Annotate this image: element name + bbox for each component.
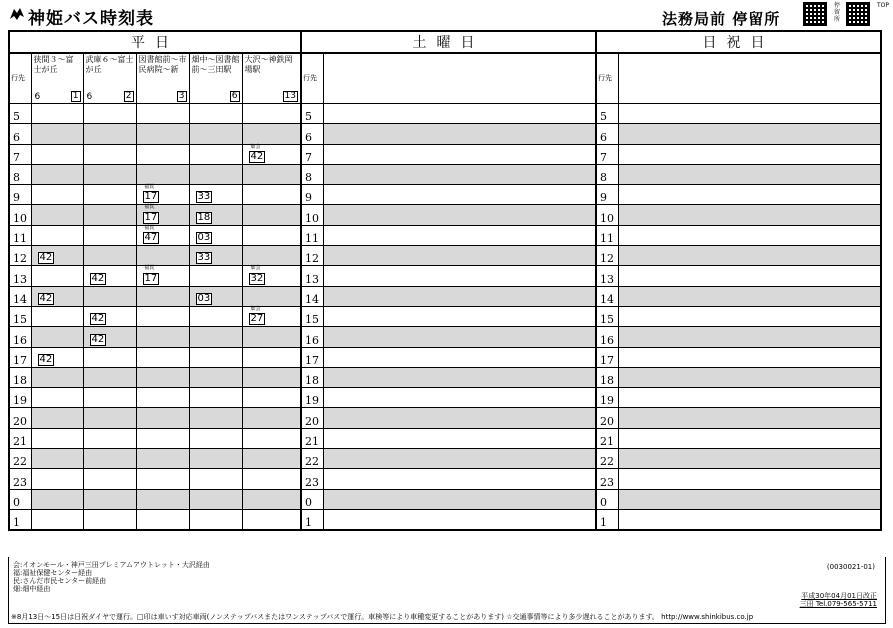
time-cell — [189, 327, 242, 347]
time-cell-saturday — [323, 306, 596, 326]
hour-label-holiday: 1 — [596, 509, 618, 530]
time-cell — [83, 266, 136, 286]
time-cell-holiday — [618, 246, 881, 266]
time-cell — [242, 225, 301, 245]
hour-label-weekday: 5 — [9, 104, 31, 124]
time-cell — [189, 347, 242, 367]
time-cell — [242, 104, 301, 124]
time-cell-saturday — [323, 509, 596, 530]
time-cell — [83, 306, 136, 326]
time-cell-saturday — [323, 388, 596, 408]
hour-label-saturday: 8 — [301, 164, 323, 184]
time-cell-holiday — [618, 367, 881, 387]
time-cell-saturday — [323, 489, 596, 509]
departure-minute: 42 — [91, 313, 105, 325]
destination-holiday — [618, 53, 881, 104]
hour-label-weekday: 11 — [9, 225, 31, 245]
time-cell — [83, 225, 136, 245]
time-cell — [242, 509, 301, 530]
time-cell — [189, 286, 242, 306]
hour-label-holiday: 11 — [596, 225, 618, 245]
departure-minute: 17 — [144, 191, 158, 203]
hour-label-saturday: 11 — [301, 225, 323, 245]
hour-label-weekday: 12 — [9, 246, 31, 266]
route-mark: 福民 — [144, 265, 155, 272]
time-cell — [189, 266, 242, 286]
departure-minute: 33 — [197, 191, 211, 203]
time-cell — [189, 225, 242, 245]
hour-label-holiday: 21 — [596, 428, 618, 448]
hour-row — [9, 266, 881, 286]
time-cell-holiday — [618, 185, 881, 205]
time-cell — [31, 449, 83, 469]
hour-label-saturday: 23 — [301, 469, 323, 489]
destination-5: 大沢～神鉄岡場駅 13 — [242, 53, 301, 104]
departure-minute: 42 — [91, 333, 105, 345]
time-cell — [189, 185, 242, 205]
hour-label-holiday: 20 — [596, 408, 618, 428]
time-cell — [31, 225, 83, 245]
route-mark: 福民 — [144, 224, 155, 231]
time-cell — [83, 408, 136, 428]
time-cell-saturday — [323, 124, 596, 144]
note-min: 民:さんだ市民センター前経由 — [13, 577, 107, 585]
time-cell-holiday — [618, 144, 881, 164]
time-cell — [242, 246, 301, 266]
hour-label-holiday: 13 — [596, 266, 618, 286]
time-cell — [189, 388, 242, 408]
hour-label-weekday: 8 — [9, 164, 31, 184]
time-cell — [83, 449, 136, 469]
time-cell — [136, 306, 189, 326]
hour-row — [9, 104, 881, 124]
stop-name: 法務局前 停留所 — [662, 10, 781, 28]
footnotes — [13, 561, 210, 593]
hour-row — [9, 327, 881, 347]
time-cell-holiday — [618, 266, 881, 286]
hour-label-saturday: 7 — [301, 144, 323, 164]
time-cell — [242, 367, 301, 387]
hour-label-holiday: 18 — [596, 367, 618, 387]
time-cell — [83, 469, 136, 489]
time-cell — [31, 489, 83, 509]
time-cell — [83, 509, 136, 530]
time-cell — [31, 185, 83, 205]
time-cell — [242, 124, 301, 144]
departure-minute: 17 — [144, 211, 158, 223]
qr-label-stop: 停留所 — [834, 2, 841, 23]
header — [0, 0, 893, 30]
qr-code-stop-icon[interactable] — [803, 2, 827, 26]
hour-label-saturday: 16 — [301, 327, 323, 347]
time-cell — [136, 327, 189, 347]
time-cell-holiday — [618, 306, 881, 326]
route-mark: 福民 — [144, 204, 155, 211]
hour-label-holiday: 17 — [596, 347, 618, 367]
hour-label-weekday: 7 — [9, 144, 31, 164]
hour-label-saturday: 10 — [301, 205, 323, 225]
time-cell — [242, 185, 301, 205]
hour-label-weekday: 16 — [9, 327, 31, 347]
time-cell — [31, 124, 83, 144]
time-cell-holiday — [618, 509, 881, 530]
time-cell-holiday — [618, 205, 881, 225]
time-cell-holiday — [618, 469, 881, 489]
departure-minute: 42 — [250, 150, 264, 162]
time-cell — [242, 428, 301, 448]
time-cell — [83, 428, 136, 448]
time-cell — [136, 449, 189, 469]
time-cell — [31, 306, 83, 326]
time-cell — [189, 164, 242, 184]
time-cell — [31, 388, 83, 408]
hour-row — [9, 185, 881, 205]
time-cell — [31, 266, 83, 286]
time-cell — [242, 164, 301, 184]
hour-row — [9, 509, 881, 530]
departure-minute: 42 — [39, 292, 53, 304]
time-cell — [136, 469, 189, 489]
time-cell — [136, 286, 189, 306]
hour-label-saturday: 17 — [301, 347, 323, 367]
time-cell-holiday — [618, 489, 881, 509]
time-cell-saturday — [323, 205, 596, 225]
hour-label-holiday: 16 — [596, 327, 618, 347]
section-weekday: 平日 — [9, 31, 301, 53]
hour-row — [9, 347, 881, 367]
hour-label-weekday: 17 — [9, 347, 31, 367]
hour-label-saturday: 15 — [301, 306, 323, 326]
hour-label-holiday: 12 — [596, 246, 618, 266]
time-cell — [136, 104, 189, 124]
time-cell — [31, 408, 83, 428]
time-cell — [83, 388, 136, 408]
hour-row — [9, 306, 881, 326]
hour-label-weekday: 13 — [9, 266, 31, 286]
hour-label-weekday: 6 — [9, 124, 31, 144]
route-mark: 福民 — [144, 184, 155, 191]
time-cell-holiday — [618, 408, 881, 428]
hour-label-holiday: 5 — [596, 104, 618, 124]
phone-number: 三田 Tel.079-565-5711 — [799, 600, 877, 608]
hour-row — [9, 449, 881, 469]
departure-minute: 42 — [39, 252, 53, 264]
hour-label-holiday: 9 — [596, 185, 618, 205]
time-cell — [242, 144, 301, 164]
time-cell-saturday — [323, 144, 596, 164]
revision-info — [800, 592, 877, 608]
time-cell — [189, 246, 242, 266]
hour-label-saturday: 9 — [301, 185, 323, 205]
hour-label-holiday: 8 — [596, 164, 618, 184]
footer — [8, 557, 886, 624]
time-cell — [242, 347, 301, 367]
time-cell — [136, 164, 189, 184]
time-cell-saturday — [323, 367, 596, 387]
time-cell — [189, 428, 242, 448]
time-cell-holiday — [618, 327, 881, 347]
time-cell — [136, 246, 189, 266]
time-cell — [242, 327, 301, 347]
hour-row — [9, 144, 881, 164]
dest-label-weekday: 行先 — [9, 53, 31, 104]
time-cell — [136, 509, 189, 530]
hour-label-holiday: 0 — [596, 489, 618, 509]
page-title: 神姫バス時刻表 — [28, 9, 154, 29]
time-cell-saturday — [323, 347, 596, 367]
time-cell-saturday — [323, 225, 596, 245]
destination-3: 図書館前～市民病院～新 3 — [136, 53, 189, 104]
hour-row — [9, 205, 881, 225]
time-cell — [31, 104, 83, 124]
time-cell — [189, 509, 242, 530]
hour-label-weekday: 20 — [9, 408, 31, 428]
hour-label-weekday: 14 — [9, 286, 31, 306]
time-cell — [83, 185, 136, 205]
route-mark: 畑会 — [250, 305, 261, 312]
time-cell — [136, 408, 189, 428]
time-cell — [242, 469, 301, 489]
note-fuku: 福:福祉保健センター経由 — [13, 569, 93, 577]
destination-2: 武庫６～富士が丘 6 2 — [83, 53, 136, 104]
time-cell-holiday — [618, 104, 881, 124]
hour-label-holiday: 19 — [596, 388, 618, 408]
qr-code-top-icon[interactable] — [846, 2, 870, 26]
note-hata: 畑:畑中経由 — [13, 585, 51, 593]
hour-label-saturday: 18 — [301, 367, 323, 387]
time-cell — [83, 327, 136, 347]
time-cell — [83, 286, 136, 306]
time-cell — [136, 347, 189, 367]
departure-minute: 33 — [197, 252, 211, 264]
time-cell-saturday — [323, 246, 596, 266]
departure-minute: 27 — [250, 313, 264, 325]
time-cell — [242, 205, 301, 225]
time-cell — [31, 286, 83, 306]
time-cell — [242, 489, 301, 509]
hour-label-saturday: 12 — [301, 246, 323, 266]
time-cell-saturday — [323, 408, 596, 428]
note-kai: 会:イオンモール・神戸三田プレミアムアウトレット・大沢経由 — [13, 561, 210, 569]
departure-minute: 03 — [197, 232, 211, 244]
hour-label-holiday: 23 — [596, 469, 618, 489]
time-cell — [242, 388, 301, 408]
time-cell — [31, 144, 83, 164]
document-code: (0030021-01) — [826, 563, 875, 571]
time-cell — [136, 367, 189, 387]
time-cell — [189, 205, 242, 225]
hour-label-holiday: 6 — [596, 124, 618, 144]
hour-label-weekday: 15 — [9, 306, 31, 326]
departure-minute: 03 — [197, 292, 211, 304]
time-cell-holiday — [618, 388, 881, 408]
time-cell — [189, 489, 242, 509]
hour-label-holiday: 15 — [596, 306, 618, 326]
timetable — [8, 30, 882, 531]
hour-label-holiday: 10 — [596, 205, 618, 225]
departure-minute: 42 — [39, 353, 53, 365]
dest-label-saturday: 行先 — [301, 53, 323, 104]
hour-row — [9, 428, 881, 448]
time-cell-holiday — [618, 225, 881, 245]
time-cell — [189, 144, 242, 164]
time-cell — [31, 428, 83, 448]
time-cell — [31, 367, 83, 387]
hour-label-weekday: 21 — [9, 428, 31, 448]
time-cell-holiday — [618, 428, 881, 448]
time-cell — [31, 164, 83, 184]
time-cell-saturday — [323, 449, 596, 469]
hour-label-weekday: 0 — [9, 489, 31, 509]
hour-label-saturday: 13 — [301, 266, 323, 286]
time-cell — [242, 306, 301, 326]
time-cell — [83, 164, 136, 184]
hour-label-saturday: 21 — [301, 428, 323, 448]
hour-row — [9, 124, 881, 144]
revised-date: 平成30年04月01日改正 — [801, 592, 877, 600]
hour-row — [9, 367, 881, 387]
departure-minute: 47 — [144, 232, 158, 244]
time-cell-holiday — [618, 449, 881, 469]
time-cell — [136, 124, 189, 144]
hour-row — [9, 225, 881, 245]
hour-label-holiday: 14 — [596, 286, 618, 306]
departure-minute: 18 — [197, 211, 211, 223]
time-cell — [136, 388, 189, 408]
hour-label-saturday: 1 — [301, 509, 323, 530]
hour-label-weekday: 22 — [9, 449, 31, 469]
time-cell — [136, 266, 189, 286]
time-cell — [31, 347, 83, 367]
time-cell — [136, 205, 189, 225]
hour-label-saturday: 20 — [301, 408, 323, 428]
time-cell — [242, 449, 301, 469]
hour-row — [9, 489, 881, 509]
time-cell — [136, 428, 189, 448]
time-cell-saturday — [323, 469, 596, 489]
time-cell — [31, 327, 83, 347]
time-cell — [83, 367, 136, 387]
time-cell-holiday — [618, 286, 881, 306]
time-cell — [31, 509, 83, 530]
hour-label-saturday: 6 — [301, 124, 323, 144]
hour-label-weekday: 19 — [9, 388, 31, 408]
section-holiday: 日祝日 — [596, 31, 881, 53]
hour-row — [9, 388, 881, 408]
destination-saturday — [323, 53, 596, 104]
hour-label-holiday: 7 — [596, 144, 618, 164]
shinki-logo-icon — [8, 5, 26, 23]
hour-label-weekday: 1 — [9, 509, 31, 530]
qr-label-top: TOP — [877, 2, 890, 9]
hour-label-saturday: 22 — [301, 449, 323, 469]
time-cell — [189, 449, 242, 469]
time-cell-holiday — [618, 124, 881, 144]
time-cell-saturday — [323, 185, 596, 205]
hour-label-weekday: 18 — [9, 367, 31, 387]
time-cell — [189, 367, 242, 387]
destination-4: 畑中～図書館前～三田駅 6 — [189, 53, 242, 104]
time-cell — [136, 144, 189, 164]
time-cell — [83, 489, 136, 509]
hour-row — [9, 164, 881, 184]
time-cell-saturday — [323, 327, 596, 347]
time-cell — [83, 347, 136, 367]
time-cell — [31, 205, 83, 225]
destination-1: 狭間３～富士が丘 6 1 — [31, 53, 83, 104]
time-cell — [83, 144, 136, 164]
time-cell-holiday — [618, 164, 881, 184]
time-cell — [83, 124, 136, 144]
time-cell — [83, 246, 136, 266]
hour-label-weekday: 10 — [9, 205, 31, 225]
time-cell — [31, 469, 83, 489]
hour-label-saturday: 19 — [301, 388, 323, 408]
time-cell — [189, 408, 242, 428]
time-cell-saturday — [323, 286, 596, 306]
hour-label-weekday: 23 — [9, 469, 31, 489]
time-cell — [83, 104, 136, 124]
bottom-notice: ※8月13日～15日は日祝ダイヤで運行。□印は車いす対応車両(ノンステップバスまたはワンステップバスで運行。車検等により車種変更することがあります) ☆交通事情等により多少遅れることがあります。 http://www.shinkibus.co.jp — [11, 613, 754, 621]
hour-row — [9, 408, 881, 428]
time-cell — [242, 408, 301, 428]
time-cell — [83, 205, 136, 225]
dest-label-holiday: 行先 — [596, 53, 618, 104]
time-cell — [189, 306, 242, 326]
hour-row — [9, 469, 881, 489]
time-cell-saturday — [323, 104, 596, 124]
time-cell-saturday — [323, 164, 596, 184]
hour-label-saturday: 14 — [301, 286, 323, 306]
hour-label-saturday: 5 — [301, 104, 323, 124]
departure-minute: 42 — [91, 272, 105, 284]
hour-label-saturday: 0 — [301, 489, 323, 509]
hour-row — [9, 286, 881, 306]
time-cell-saturday — [323, 428, 596, 448]
time-cell — [136, 225, 189, 245]
departure-minute: 17 — [144, 272, 158, 284]
route-mark: 畑会 — [250, 265, 261, 272]
time-cell — [242, 266, 301, 286]
time-cell — [189, 104, 242, 124]
hour-label-holiday: 22 — [596, 449, 618, 469]
time-cell-holiday — [618, 347, 881, 367]
time-cell — [31, 246, 83, 266]
time-cell — [136, 185, 189, 205]
time-cell-saturday — [323, 266, 596, 286]
hour-label-weekday: 9 — [9, 185, 31, 205]
route-mark: 畑会 — [250, 143, 261, 150]
hour-row — [9, 246, 881, 266]
time-cell — [189, 124, 242, 144]
section-saturday: 土曜日 — [301, 31, 596, 53]
time-cell — [189, 469, 242, 489]
time-cell — [242, 286, 301, 306]
departure-minute: 32 — [250, 272, 264, 284]
time-cell — [136, 489, 189, 509]
